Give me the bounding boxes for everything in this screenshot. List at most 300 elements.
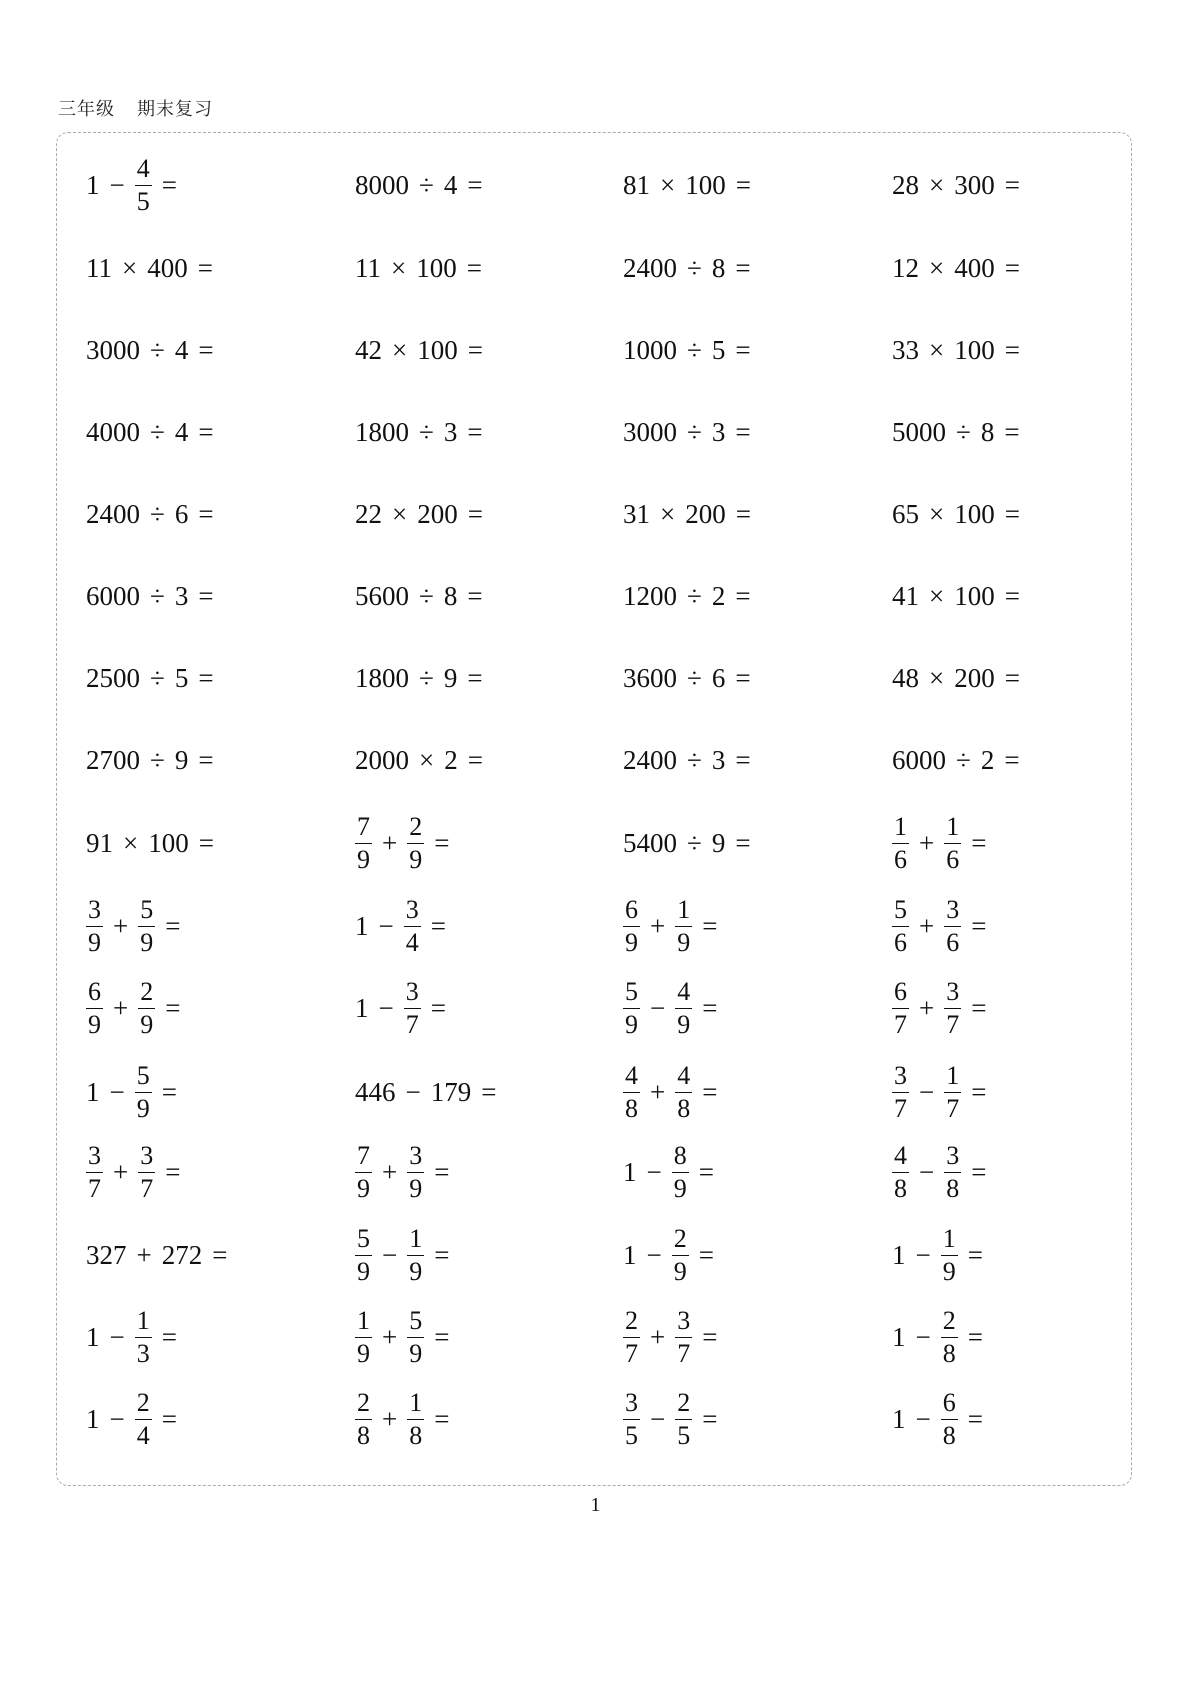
fraction [138,1140,155,1203]
operator: = [702,1076,718,1107]
operator: = [735,580,751,611]
operator: × [660,169,676,200]
number: 2400 [623,252,677,283]
fraction [944,894,961,957]
operator: + [113,910,129,941]
number: 8000 [355,169,409,200]
operator: × [391,252,407,283]
operator: ÷ [956,416,971,447]
numerator: 7 [357,811,370,841]
fraction [672,1223,689,1286]
math-problem [623,808,761,878]
math-problem [355,891,456,961]
math-problem [623,1302,727,1372]
fraction [86,1140,103,1203]
math-problem [86,725,224,795]
denominator: 4 [405,927,419,957]
fraction [135,1060,152,1123]
operator: − [646,1239,662,1270]
operator: ÷ [150,744,165,775]
operator: = [735,498,751,529]
operator: = [971,992,987,1023]
math-problem [86,808,224,878]
math-problem [623,1384,727,1454]
operator: + [650,910,666,941]
number: 2400 [86,498,140,529]
math-problem [86,1220,237,1290]
denominator: 7 [946,1009,960,1039]
operator: = [1004,744,1020,775]
operator: × [122,252,138,283]
operator: = [434,1239,450,1270]
fraction [675,976,692,1039]
numerator: 3 [894,1060,907,1090]
numerator: 6 [88,976,101,1006]
operator: = [702,992,718,1023]
operator: + [382,1403,398,1434]
denominator: 8 [409,1420,423,1450]
denominator: 9 [673,1173,687,1203]
number: 22 [355,498,382,529]
number: 11 [355,252,381,283]
number: 3 [711,416,726,447]
numerator: 2 [677,1387,691,1417]
number: 65 [892,498,919,529]
number: 12 [892,252,919,283]
denominator: 9 [409,844,423,874]
denominator: 9 [357,1338,370,1368]
denominator: 9 [677,927,691,957]
math-problem [892,315,1030,385]
number: 4 [174,334,189,365]
number: 100 [148,827,189,858]
number: 446 [355,1076,396,1107]
math-problem [892,397,1030,467]
denominator: 9 [357,1173,370,1203]
numerator: 1 [136,1305,150,1335]
fraction [675,1305,692,1368]
operator: = [971,1156,987,1187]
fraction [138,894,155,957]
math-problem [86,479,224,549]
denominator: 7 [625,1338,638,1368]
operator: = [702,1403,718,1434]
numerator: 4 [677,1060,691,1090]
operator: = [466,252,482,283]
math-problem [892,233,1030,303]
operator: = [967,1321,983,1352]
operator: = [735,169,751,200]
numerator: 2 [942,1305,956,1335]
denominator: 9 [357,844,370,874]
operator: = [430,910,446,941]
numerator: 3 [405,894,419,924]
number: 200 [954,662,995,693]
operator: = [434,1156,450,1187]
operator: − [109,1403,125,1434]
fraction [623,1305,640,1368]
fraction [675,894,692,957]
numerator: 1 [942,1223,956,1253]
number: 2 [444,744,458,775]
operator: = [467,169,483,200]
denominator: 9 [942,1256,956,1286]
math-problem [623,1137,724,1207]
operator: + [650,1321,666,1352]
number: 1800 [355,416,409,447]
math-problem [86,397,224,467]
number: 5 [174,662,189,693]
number: 1 [86,1076,100,1107]
fraction [407,1387,424,1450]
numerator: 5 [625,976,638,1006]
number: 2 [711,580,726,611]
fraction [941,1223,958,1286]
fraction [86,976,103,1039]
number: 9 [711,827,726,858]
fraction [944,1140,961,1203]
denominator: 6 [946,927,960,957]
operator: + [650,1076,666,1107]
number: 100 [954,334,995,365]
operator: + [136,1239,152,1270]
denominator: 6 [894,927,907,957]
operator: × [929,252,945,283]
operator: − [109,1321,125,1352]
math-problem [355,479,493,549]
number: 5 [711,334,726,365]
fraction [407,1223,424,1286]
number: 11 [86,252,112,283]
denominator: 9 [409,1256,423,1286]
numerator: 5 [140,894,154,924]
operator: × [929,662,945,693]
fraction [404,976,421,1039]
fraction [135,153,152,216]
number: 400 [954,252,995,283]
operator: × [929,169,945,200]
number: 179 [430,1076,472,1107]
fraction [623,976,640,1039]
number: 100 [685,169,726,200]
number: 48 [892,662,919,693]
math-problem [86,315,224,385]
math-problem [892,1384,993,1454]
fraction [623,894,640,957]
numerator: 6 [942,1387,956,1417]
math-problem [355,1137,459,1207]
numerator: 1 [946,811,960,841]
operator: + [919,827,935,858]
denominator: 7 [405,1009,419,1039]
number: 8 [711,252,726,283]
denominator: 7 [140,1173,154,1203]
number: 2000 [355,744,409,775]
math-problem [355,315,493,385]
operator: = [481,1076,497,1107]
math-problem [892,725,1030,795]
fraction [675,1387,692,1450]
numerator: 1 [946,1060,960,1090]
denominator: 6 [946,844,960,874]
operator: ÷ [419,580,434,611]
number: 272 [161,1239,203,1270]
operator: + [113,992,129,1023]
number: 2700 [86,744,140,775]
operator: = [971,910,987,941]
numerator: 4 [894,1140,907,1170]
number: 2400 [623,744,677,775]
denominator: 9 [409,1173,423,1203]
operator: × [392,498,408,529]
operator: = [971,1076,987,1107]
denominator: 8 [894,1173,907,1203]
operator: − [915,1239,931,1270]
denominator: 9 [136,1093,150,1123]
math-problem [623,1057,727,1127]
math-problem [623,315,761,385]
numerator: 2 [673,1223,687,1253]
operator: = [735,827,751,858]
number: 6 [711,662,726,693]
operator: − [405,1076,421,1107]
operator: ÷ [150,662,165,693]
operator: = [735,334,751,365]
numerator: 5 [357,1223,370,1253]
worksheet-title: 期末复习 [137,99,213,120]
number: 28 [892,169,919,200]
fraction [355,811,372,874]
operator: = [165,992,181,1023]
number: 6 [174,498,189,529]
fraction [355,1223,372,1286]
fraction [944,1060,961,1123]
number: 3000 [86,334,140,365]
fraction [623,1387,640,1450]
math-problem [86,561,224,631]
numerator: 6 [625,894,638,924]
denominator: 9 [409,1338,423,1368]
number: 1 [623,1156,637,1187]
math-problem [892,808,996,878]
operator: ÷ [687,334,702,365]
operator: = [198,827,214,858]
number: 33 [892,334,919,365]
worksheet-header [58,95,213,121]
operator: = [467,334,483,365]
fraction [407,1305,424,1368]
denominator: 7 [894,1093,907,1123]
math-problem [86,891,190,961]
math-problem [892,973,996,1043]
operator: = [198,744,214,775]
number: 100 [954,498,995,529]
operator: = [735,416,751,447]
operator: − [919,1076,935,1107]
number: 9 [174,744,189,775]
denominator: 5 [625,1420,638,1450]
denominator: 8 [946,1173,960,1203]
fraction [944,976,961,1039]
numerator: 1 [409,1387,423,1417]
denominator: 9 [625,927,638,957]
math-problem [892,643,1030,713]
operator: + [919,992,935,1023]
number: 3000 [623,416,677,447]
numerator: 5 [894,894,907,924]
operator: − [109,1076,125,1107]
fraction [135,1387,152,1450]
operator: = [971,827,987,858]
math-problem [355,150,493,220]
numerator: 4 [625,1060,638,1090]
operator: = [434,827,450,858]
fraction [138,976,155,1039]
number: 1 [86,169,100,200]
number: 1 [355,910,369,941]
number: 41 [892,580,919,611]
math-problem [355,233,492,303]
math-problem [892,1302,993,1372]
denominator: 9 [140,927,154,957]
math-problem [355,1384,459,1454]
number: 4 [443,169,458,200]
denominator: 9 [677,1009,691,1039]
operator: ÷ [419,662,434,693]
operator: − [915,1403,931,1434]
number: 327 [86,1239,127,1270]
fraction [941,1305,958,1368]
operator: = [702,910,718,941]
fraction [892,976,909,1039]
math-problem [623,725,761,795]
number: 91 [86,827,113,858]
number: 6000 [86,580,140,611]
math-problem [355,1057,506,1127]
number: 4 [174,416,189,447]
numerator: 3 [140,1140,154,1170]
operator: = [735,744,751,775]
number: 42 [355,334,382,365]
operator: ÷ [687,744,702,775]
operator: = [198,662,214,693]
number: 5600 [355,580,409,611]
math-problem [355,1220,459,1290]
operator: = [197,252,213,283]
operator: = [467,662,483,693]
fraction [404,894,421,957]
operator: − [378,910,394,941]
fraction [944,811,961,874]
numerator: 3 [677,1305,691,1335]
number: 8 [980,416,995,447]
operator: + [382,827,398,858]
operator: = [967,1403,983,1434]
operator: = [467,580,483,611]
number: 1200 [623,580,677,611]
denominator: 4 [136,1420,150,1450]
number: 3 [443,416,458,447]
math-problem [892,479,1030,549]
number: 6000 [892,744,946,775]
denominator: 9 [88,927,101,957]
fraction [892,894,909,957]
operator: = [434,1403,450,1434]
math-problem [355,808,459,878]
operator: = [967,1239,983,1270]
numerator: 5 [136,1060,150,1090]
fraction [672,1140,689,1203]
numerator: 6 [894,976,907,1006]
operator: = [198,580,214,611]
operator: = [467,416,483,447]
numerator: 4 [136,153,150,183]
operator: × [929,334,945,365]
math-problem [623,397,761,467]
denominator: 9 [140,1009,154,1039]
operator: + [919,910,935,941]
math-problem [892,150,1030,220]
number: 1 [892,1403,906,1434]
math-problem [355,973,456,1043]
operator: ÷ [687,827,702,858]
fraction [892,1060,909,1123]
fraction [892,811,909,874]
operator: = [1004,416,1020,447]
operator: = [735,252,751,283]
denominator: 7 [677,1338,691,1368]
number: 1 [355,992,369,1023]
number: 3 [174,580,189,611]
operator: ÷ [150,580,165,611]
math-problem [623,233,761,303]
operator: = [467,744,483,775]
page-number: 1 [590,1494,601,1516]
denominator: 7 [88,1173,101,1203]
number: 31 [623,498,650,529]
number: 1 [892,1239,906,1270]
math-problem [86,233,223,303]
denominator: 6 [894,844,907,874]
operator: − [919,1156,935,1187]
operator: = [161,1076,177,1107]
numerator: 2 [357,1387,370,1417]
fraction [355,1305,372,1368]
math-problem [892,1057,996,1127]
operator: = [1004,580,1020,611]
math-problem [86,1057,187,1127]
numerator: 3 [88,1140,101,1170]
numerator: 8 [673,1140,687,1170]
denominator: 8 [677,1093,691,1123]
numerator: 3 [625,1387,638,1417]
number: 200 [685,498,726,529]
denominator: 9 [357,1256,370,1286]
operator: − [382,1239,398,1270]
operator: = [467,498,483,529]
denominator: 5 [136,186,150,216]
number: 1 [623,1239,637,1270]
operator: = [434,1321,450,1352]
operator: ÷ [419,169,434,200]
numerator: 3 [946,894,960,924]
denominator: 9 [625,1009,638,1039]
math-problem [355,725,493,795]
operator: × [660,498,676,529]
operator: ÷ [687,416,702,447]
operator: + [382,1156,398,1187]
numerator: 5 [409,1305,423,1335]
